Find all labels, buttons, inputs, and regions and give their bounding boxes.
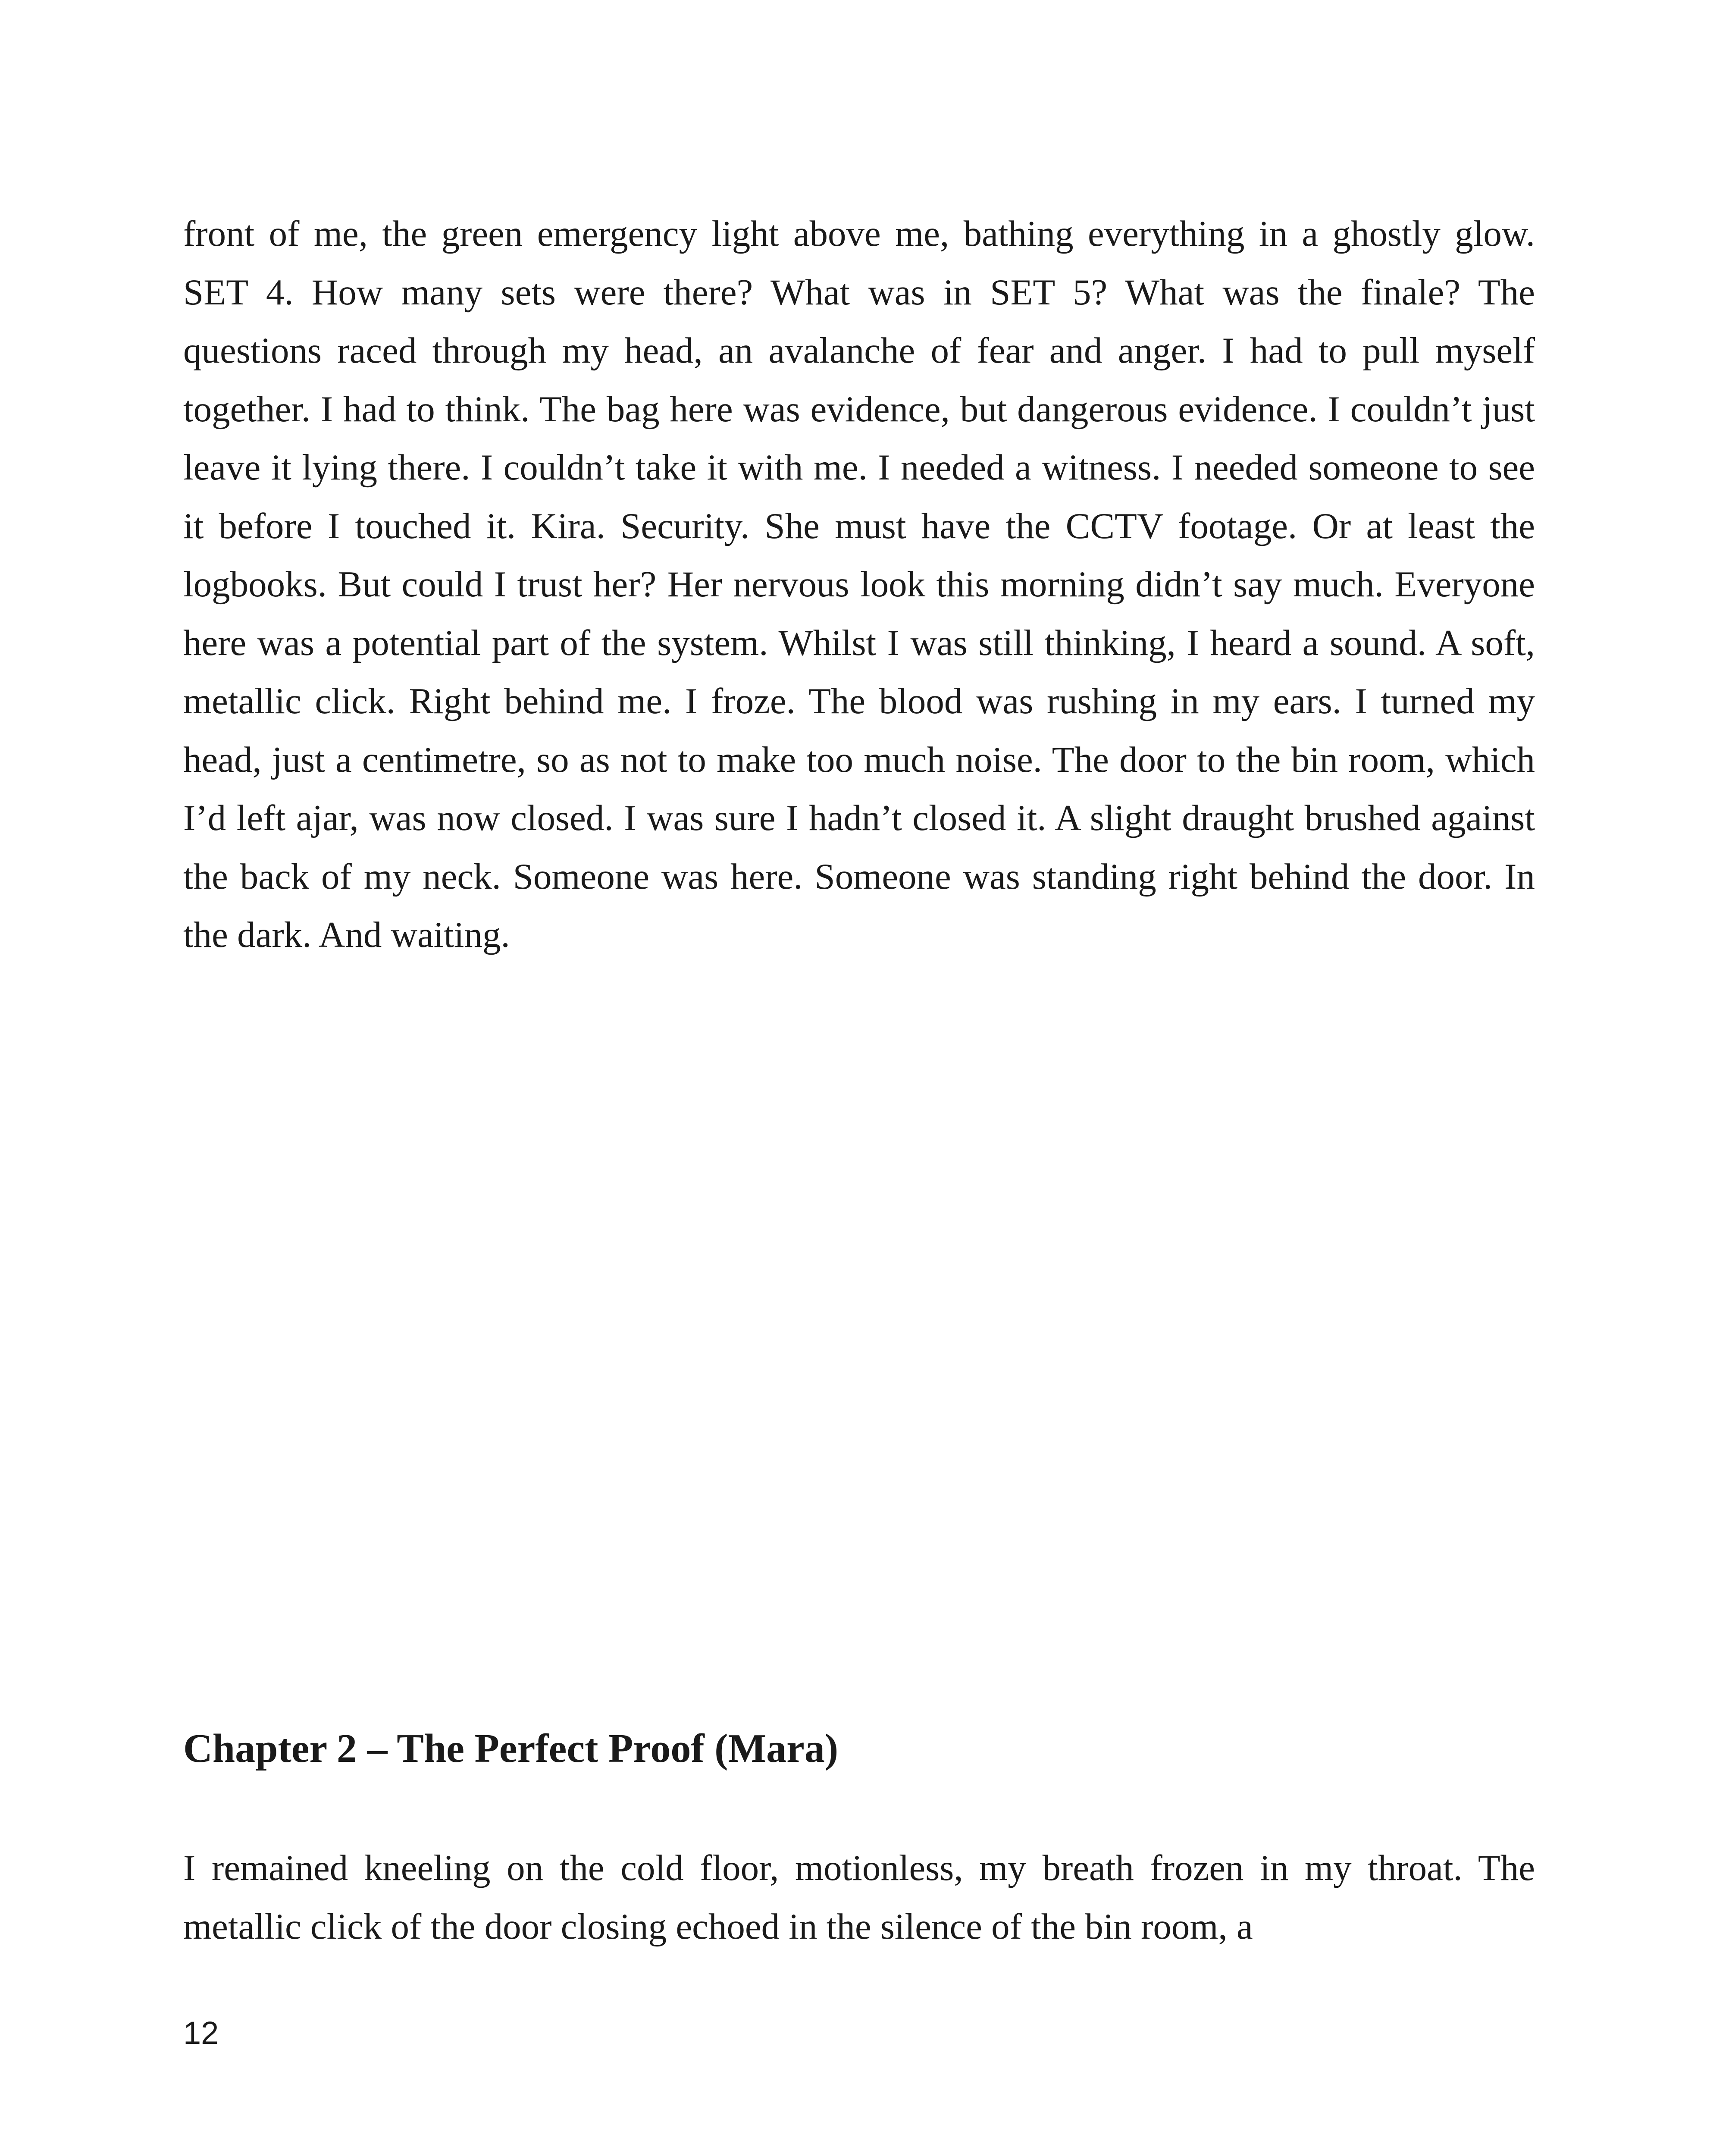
chapter-opening-paragraph: I remained kneeling on the cold floor, motionless, my breath frozen in my throat. The metallic click of the door closing echoed in the silence of the bin room, a	[183, 1848, 1535, 1947]
chapter-heading: Chapter 2 – The Perfect Proof (Mara)	[183, 1726, 839, 1771]
page-number: 12	[183, 2015, 219, 2051]
body-paragraph: front of me, the green emergency light above me, bathing everything in a ghostly glow. SET 4. How many sets were there? What was in SET 5? What was the finale? The questions raced through my head, an avalanche of fear and anger. I had to pull myself together. I had to think. The bag here was evidence, but dangerous evidence. I couldn’t just leave it lying there. I couldn’t take it with me. I needed a witness. I needed someone to see it before I touched it. Kira. Security. She must have the CCTV footage. Or at least the logbooks. But could I trust her? Her nervous look this morning didn’t say much. Everyone here was a potential part of the system. Whilst I was still thinking, I heard a sound. A soft, metallic click. Right behind me. I froze. The blood was rushing in my ears. I turned my head, just a centimetre, so as not to make too much noise. The door to the bin room, which I’d left ajar, was now closed. I was sure I hadn’t closed it. A slight draught brushed against the back of my neck. Someone was here. Someone was standing right behind the door. In the dark. And waiting.	[183, 213, 1535, 955]
